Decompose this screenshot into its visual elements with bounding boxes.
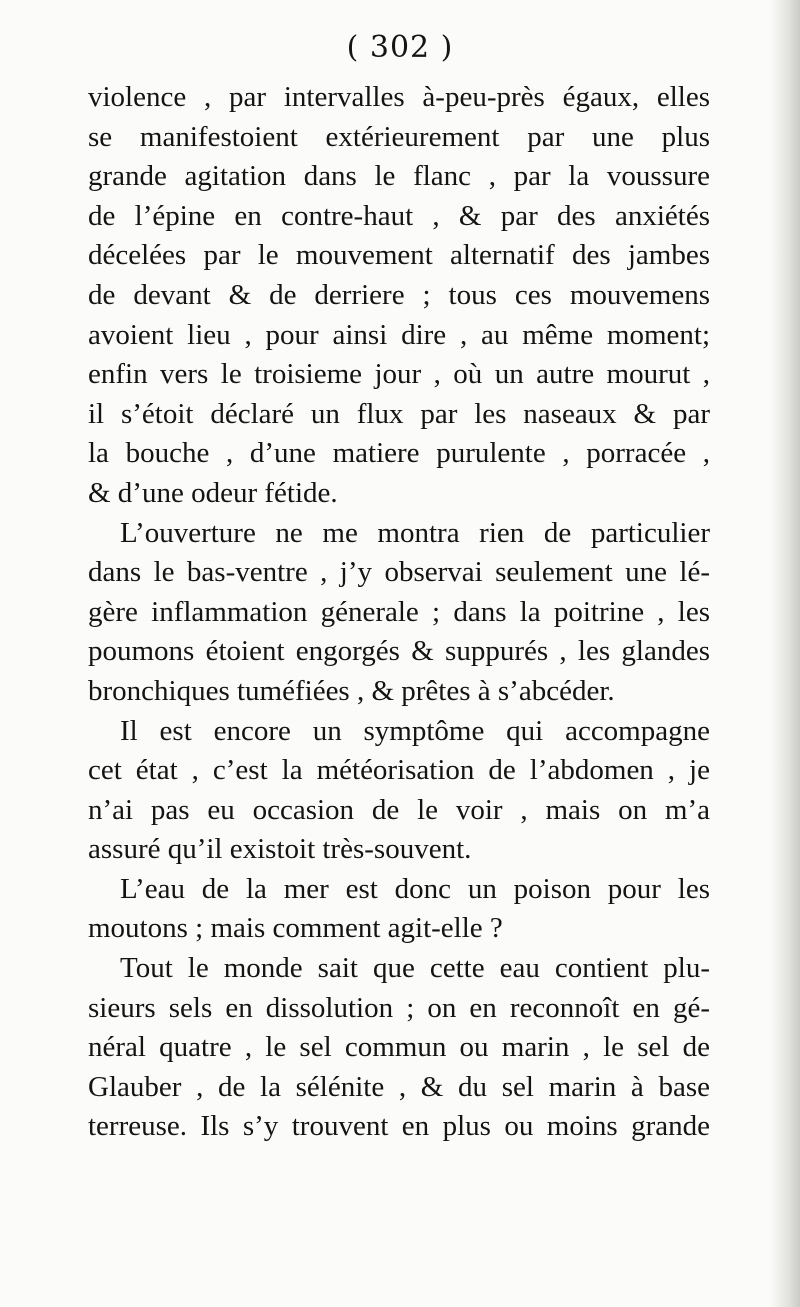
text-line: grande agitation dans le flanc , par la voussure <box>88 160 710 193</box>
text-line: poumons étoient engorgés & suppurés , les glandes <box>88 635 710 668</box>
text-line: gère inflammation génerale ; dans la poitrine , les <box>88 595 710 628</box>
text-line: Tout le monde sait que cette eau contient plu- <box>120 952 710 985</box>
text-line: il s’étoit déclaré un flux par les naseaux & par <box>88 397 710 430</box>
paragraph <box>88 949 710 1147</box>
paragraph <box>88 514 710 712</box>
text-line: L’eau de la mer est donc un poison pour les <box>120 872 710 905</box>
text-line: & d’une odeur fétide. <box>88 476 338 509</box>
text-line: cet état , c’est la météorisation de l’abdomen , je <box>88 754 710 787</box>
paragraph <box>88 78 710 514</box>
page-number: ( 302 ) <box>346 30 454 65</box>
text-line: Glauber , de la sélénite , & du sel marin à base <box>88 1070 710 1103</box>
text-line: L’ouverture ne me montra rien de particulier <box>120 516 710 549</box>
text-line: de devant & de derriere ; tous ces mouvemens <box>88 278 710 311</box>
paragraph <box>88 712 710 870</box>
text-line: Il est encore un symptôme qui accompagne <box>120 714 710 747</box>
text-line: avoient lieu , pour ainsi dire , au même moment; <box>88 318 710 351</box>
text-line: terreuse. Ils s’y trouvent en plus ou moins grande <box>88 1110 710 1143</box>
text-line: enfin vers le troisieme jour , où un autre mourut , <box>88 358 710 391</box>
text-line: sieurs sels en dissolution ; on en reconnoît en gé- <box>88 991 710 1024</box>
page-gutter-shadow <box>770 0 800 1307</box>
body-text <box>88 78 710 1147</box>
text-line: dans le bas-ventre , j’y observai seulement une lé- <box>88 556 710 589</box>
text-line: la bouche , d’une matiere purulente , porracée , <box>88 437 710 470</box>
text-line: se manifestoient extérieurement par une plus <box>88 120 710 153</box>
text-line: décelées par le mouvement alternatif des jambes <box>88 239 710 272</box>
text-line: bronchiques tuméfiées , & prêtes à s’abcéder. <box>88 674 615 707</box>
text-line: n’ai pas eu occasion de le voir , mais on m’a <box>88 793 710 826</box>
text-line: moutons ; mais comment agit-elle ? <box>88 912 503 945</box>
text-line: assuré qu’il existoit très-souvent. <box>88 833 472 866</box>
paragraph <box>88 870 710 949</box>
text-line: de l’épine en contre-haut , & par des anxiétés <box>88 199 710 232</box>
text-line: néral quatre , le sel commun ou marin , le sel de <box>88 1031 710 1064</box>
text-line: violence , par intervalles à-peu-près égaux, elles <box>88 81 710 113</box>
